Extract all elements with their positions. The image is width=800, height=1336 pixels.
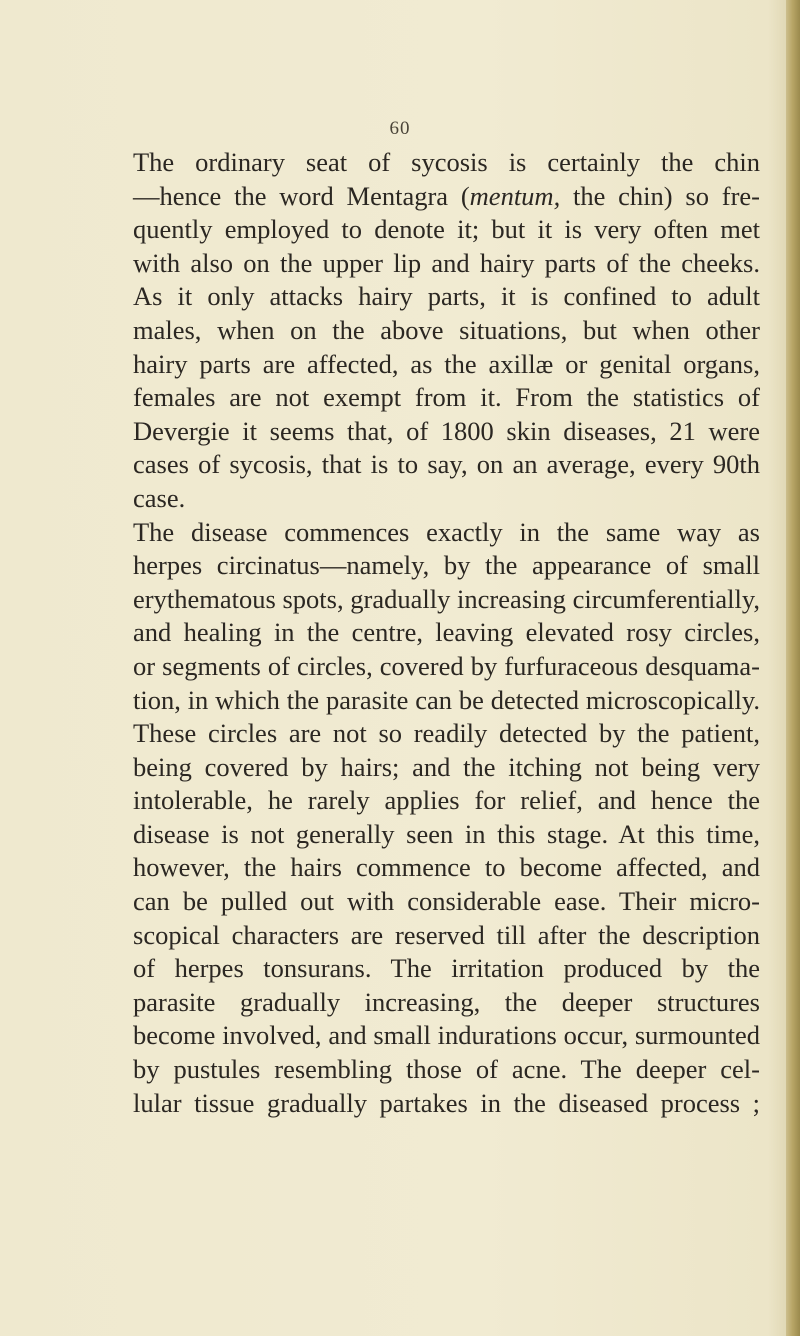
text-line: hairy parts are affected, as the axillæ or genital organs, [133, 348, 760, 379]
text-line: erythematous spots, gradually increasing circumferentially, [133, 583, 760, 614]
text-line: can be pulled out with considerable ease. Their micro- [133, 886, 760, 917]
text-line: cases of sycosis, that is to say, on an average, every 90th [133, 449, 760, 480]
text-line: case. [133, 482, 186, 513]
text-line: with also on the upper lip and hairy parts of the cheeks. [133, 247, 760, 278]
text-segment: —hence the word Mentagra ( [133, 180, 470, 211]
text-line: Devergie it seems that, of 1800 skin diseases, 21 were [133, 415, 760, 446]
text-line: intolerable, he rarely applies for relief, and hence the [133, 785, 760, 816]
text-line: herpes circinatus—namely, by the appearance of small [133, 550, 760, 581]
text-line: The ordinary seat of sycosis is certainly the chin [133, 147, 760, 177]
italic-term: mentum, [469, 180, 561, 211]
text-line: males, when on the above situations, but when other [133, 314, 760, 345]
page-edge-shadow [786, 0, 800, 1336]
text-line: As it only attacks hairy parts, it is confined to adult [133, 281, 760, 312]
page-number: 60 [389, 118, 411, 139]
text-line: by pustules resembling those of acne. The deeper cel- [133, 1054, 760, 1085]
text-line: disease is not generally seen in this stage. At this time, [133, 818, 760, 849]
text-line: These circles are not so readily detected by the patient, [133, 718, 760, 749]
body-text [133, 146, 760, 1120]
text-line: or segments of circles, covered by furfuraceous desquama- [133, 650, 760, 681]
text-line: however, the hairs commence to become affected, and [133, 852, 760, 883]
text-line: of herpes tonsurans. The irritation produced by the [133, 953, 760, 984]
text-line: quently employed to denote it; but it is very often met [133, 214, 760, 245]
text-segment: the chin) so fre- [560, 180, 761, 211]
text-line: being covered by hairs; and the itching not being very [133, 751, 760, 782]
text-line: scopical characters are reserved till after the description [133, 919, 760, 950]
text-line: parasite gradually increasing, the deeper structures [133, 986, 760, 1017]
text-line: The disease commences exactly in the same way as [133, 516, 760, 547]
text-line: tion, in which the parasite can be detected microscopically. [133, 684, 760, 715]
text-line: become involved, and small indurations occur, surmounted [133, 1020, 760, 1051]
text-line: and healing in the centre, leaving elevated rosy circles, [133, 617, 760, 648]
text-line [133, 180, 760, 214]
text-line: lular tissue gradually partakes in the diseased process ; [133, 1087, 760, 1118]
text-line: females are not exempt from it. From the statistics of [133, 382, 760, 413]
